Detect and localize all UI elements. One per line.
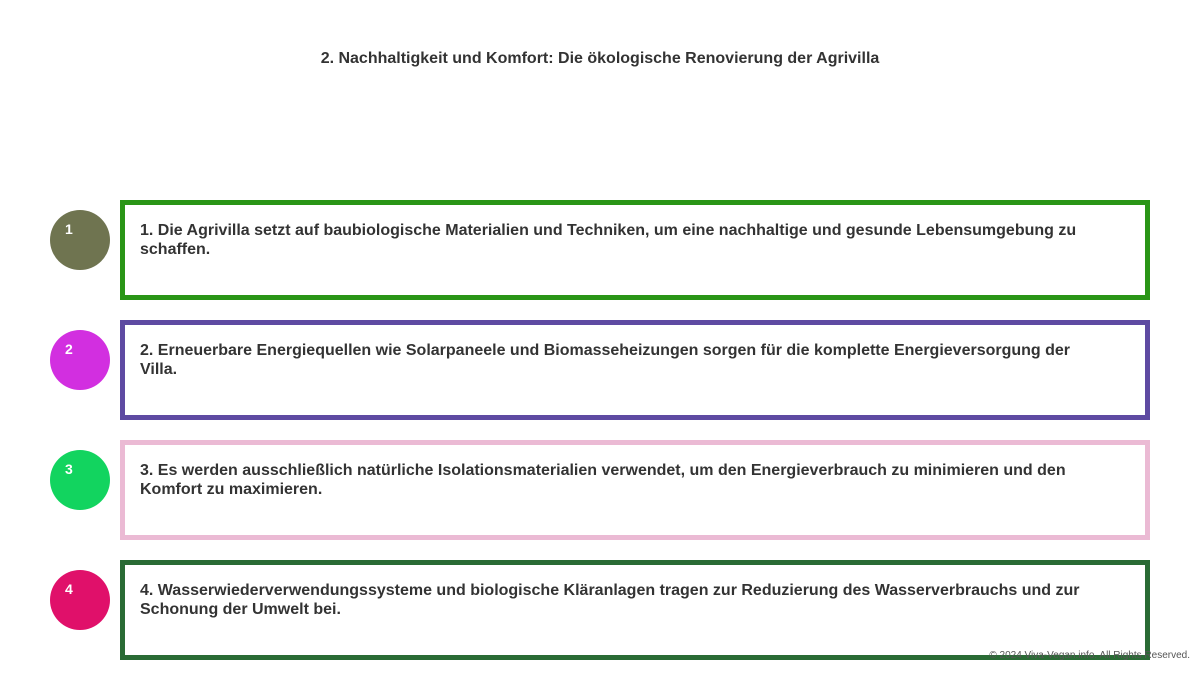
text-box-3 [120,440,1150,540]
list-item-4 [50,560,1150,660]
number-badge-4 [50,570,110,630]
item-text: 1. Die Agrivilla setzt auf baubiologische Materialien und Techniken, um eine nachhaltige und gesunde Lebensumgebung zu schaffen. [140,222,1077,258]
badge-number: 3 [65,461,73,477]
badge-number: 2 [65,341,73,357]
list-item-1 [50,200,1150,300]
list-item-3 [50,440,1150,540]
page-title: 2. Nachhaltigkeit und Komfort: Die ökologische Renovierung der Agrivilla [320,50,880,67]
item-text: 3. Es werden ausschließlich natürliche Isolationsmaterialien verwendet, um den Energieverbrauch zu minimieren und den Komfort zu maximieren. [140,462,1066,498]
text-box-1 [120,200,1150,300]
item-text: 4. Wasserwiederverwendungssysteme und biologische Kläranlagen tragen zur Reduzierung des Wasserverbrauchs und zur Schonung der Umwelt bei. [140,582,1080,618]
text-box-2 [120,320,1150,420]
badge-number: 4 [65,581,73,597]
badge-number: 1 [65,221,73,237]
number-badge-3 [50,450,110,510]
copyright-footer: © 2024 Viva-Vegan.info. All Rights Reserved. [989,650,1190,661]
list-item-2 [50,320,1150,420]
number-badge-2 [50,330,110,390]
number-badge-1 [50,210,110,270]
text-box-4 [120,560,1150,660]
item-text: 2. Erneuerbare Energiequellen wie Solarpaneele und Biomasseheizungen sorgen für die komplette Energieversorgung der Villa. [140,342,1071,378]
